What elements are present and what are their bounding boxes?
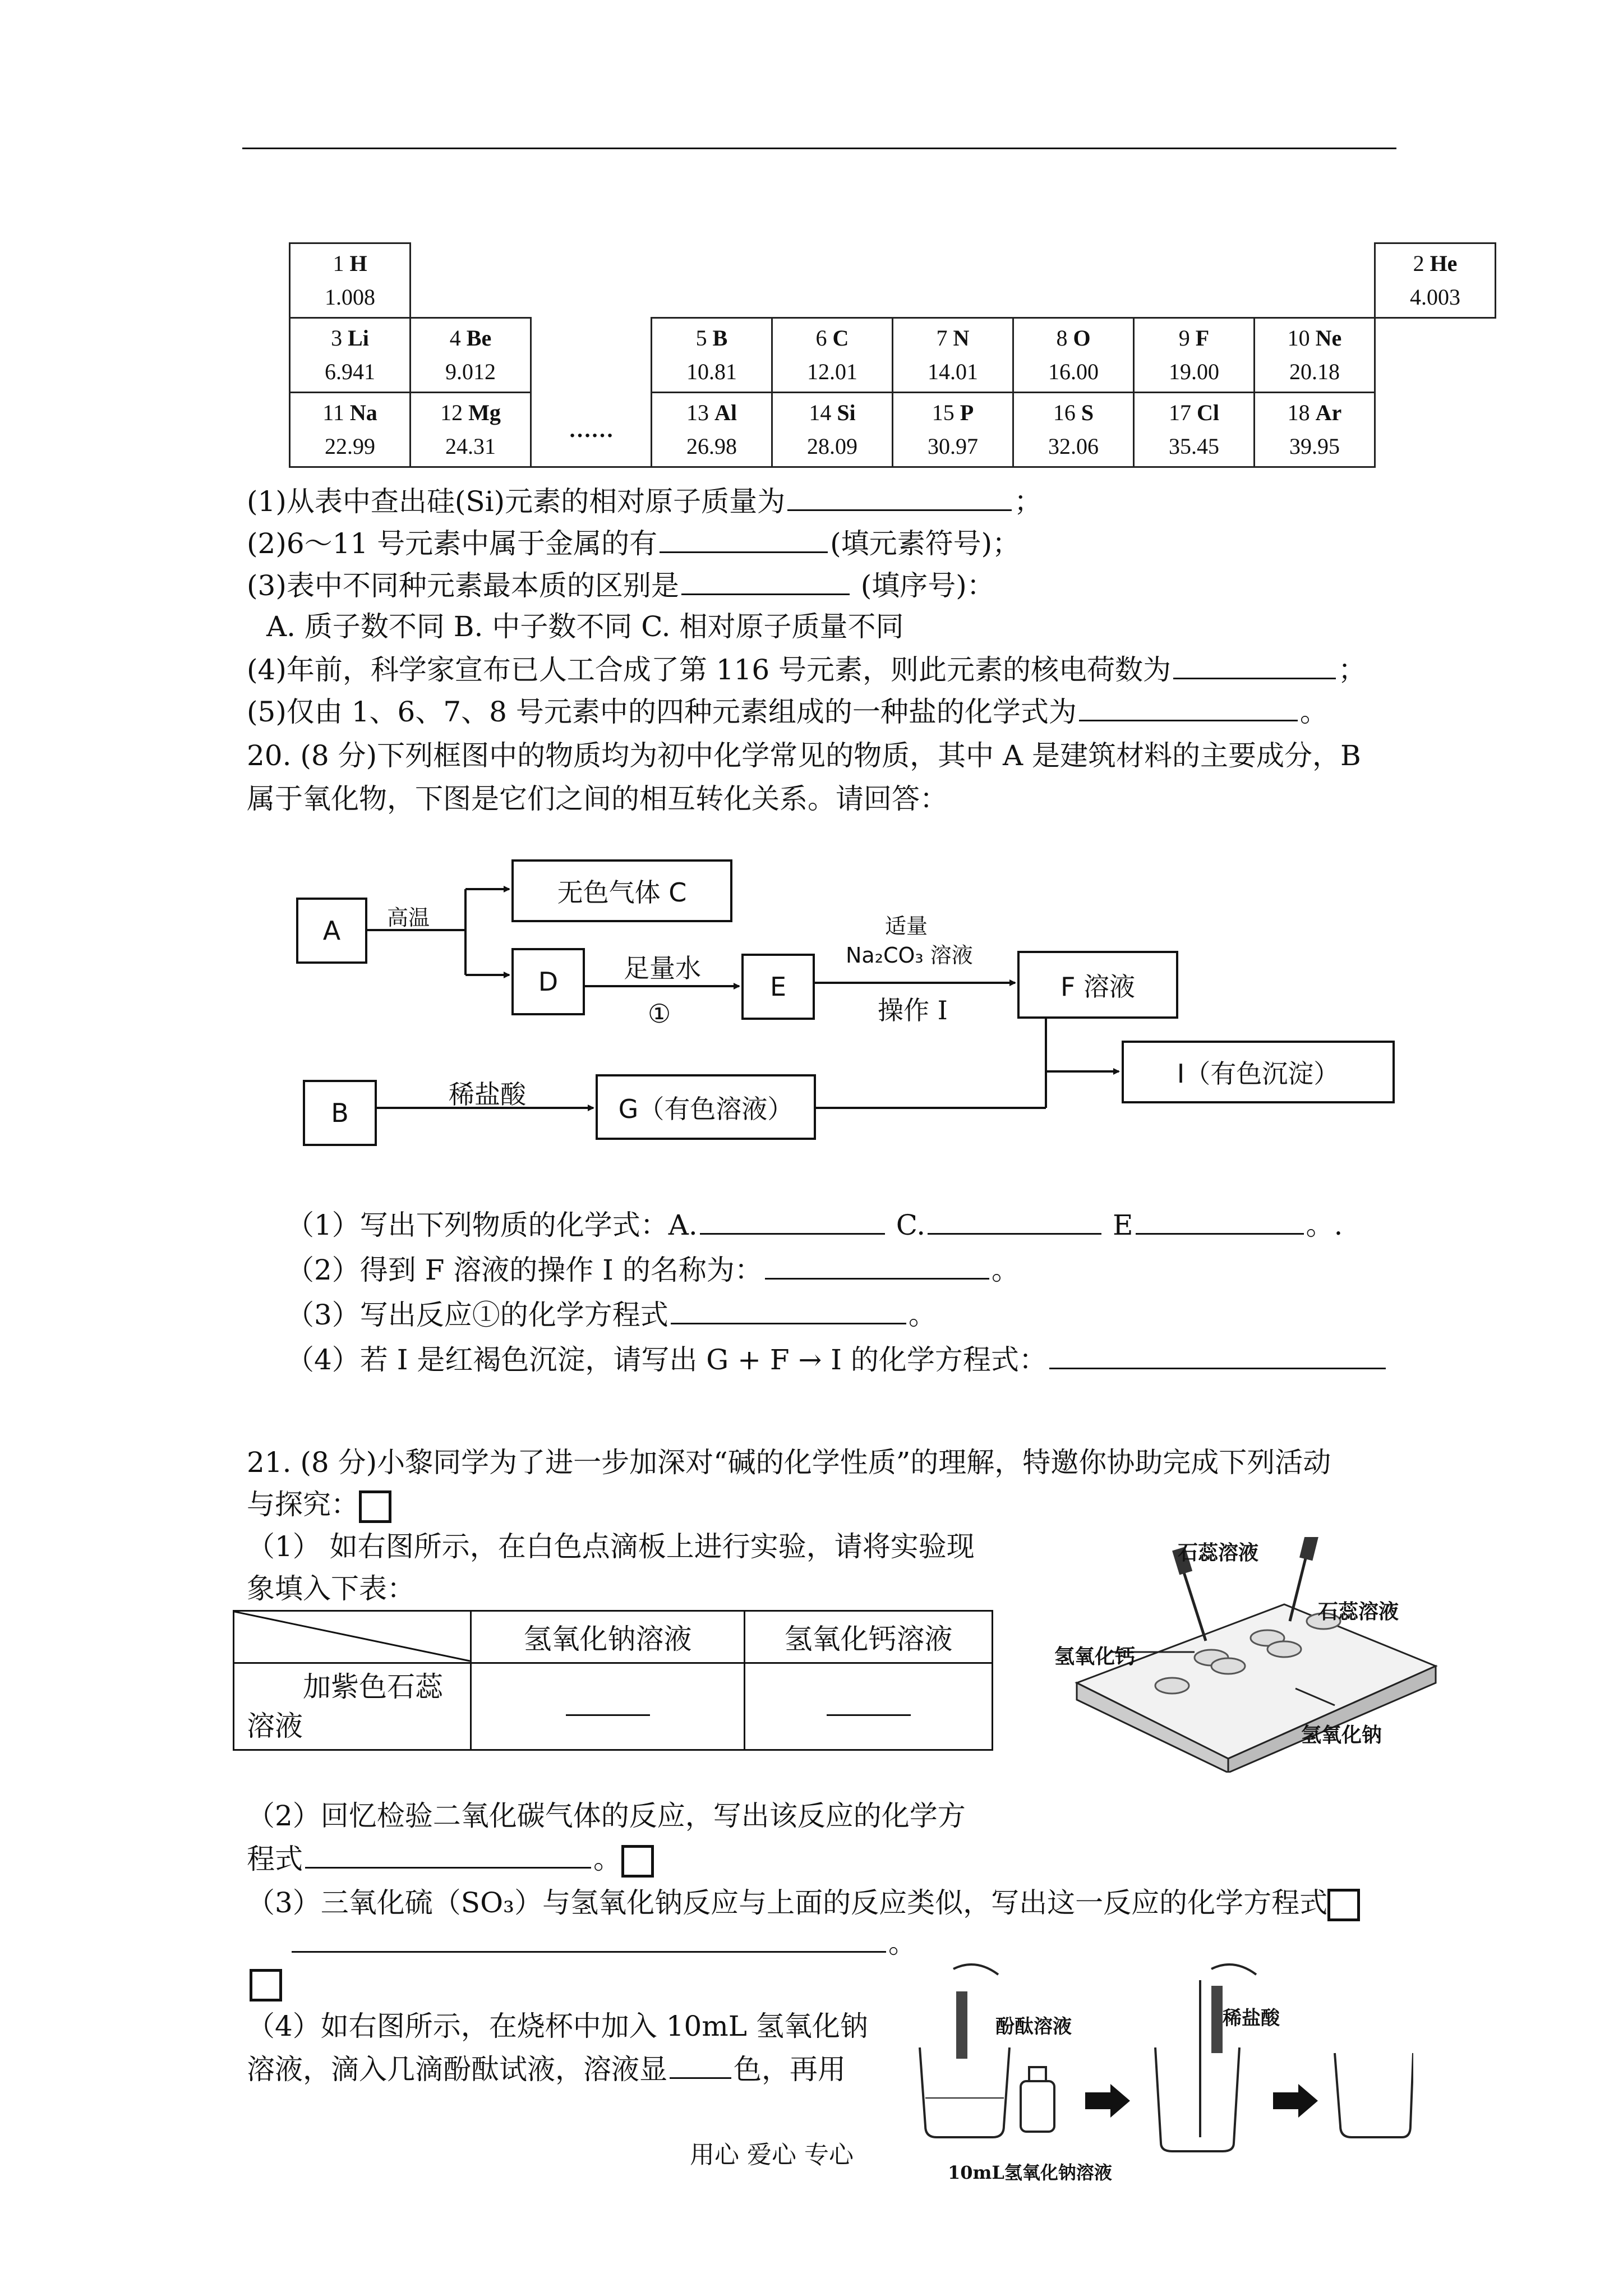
q19-part4: (4)年前，科学家宣布已人工合成了第 116 号元素，则此元素的核电荷数为 ； <box>247 651 1366 688</box>
q21-sub2-line1: （2）回忆检验二氧化碳气体的反应，写出该反应的化学方 <box>247 1800 966 1832</box>
label-hcl-fig: 稀盐酸 <box>1223 2007 1280 2030</box>
element-cell: 13 Al 26.98 <box>652 393 772 467</box>
answer-blank[interactable] <box>1136 1206 1304 1235</box>
label-fenzhi: 酚酞溶液 <box>995 2016 1072 2038</box>
element-cell: 6 C 12.01 <box>772 318 893 393</box>
label-na2co3: Na₂CO₃ 溶液 <box>846 943 973 968</box>
answer-blank[interactable] <box>1049 1341 1386 1369</box>
titration-figure <box>909 1958 1413 2160</box>
q20-sub1: （1）写出下列物质的化学式：A. C. E 。. <box>286 1206 1343 1243</box>
node-c: 无色气体 C <box>511 859 732 922</box>
label-naoh-10ml: 10mL氢氧化钠溶液 <box>948 2162 1112 2183</box>
label-caozuo: 操作 I <box>878 995 948 1025</box>
q19-part5: (5)仅由 1、6、7、8 号元素中的四种元素组成的一种盐的化学式为 。 <box>247 693 1328 730</box>
q20-sub2: （2）得到 F 溶液的操作 I 的名称为： 。 <box>286 1251 1020 1288</box>
element-cell: 1 H 1.008 <box>290 243 411 318</box>
node-f: F 溶液 <box>1017 951 1178 1019</box>
diagonal-header-cell <box>234 1611 471 1663</box>
q21-sub1-line2: 象填入下表： <box>247 1572 415 1605</box>
element-cell: 2 He 4.003 <box>1375 243 1496 318</box>
score-box-q21-3[interactable] <box>250 1969 282 2001</box>
q20-sub4: （4）若 I 是红褐色沉淀，请写出 G + F → I 的化学方程式： <box>286 1341 1388 1378</box>
score-box[interactable] <box>359 1490 391 1523</box>
answer-blank[interactable] <box>305 1840 591 1869</box>
node-i: I（有色沉淀） <box>1122 1041 1395 1103</box>
element-cell: 3 Li 6.941 <box>290 318 411 393</box>
col-header-caoh: 氢氧化钙溶液 <box>745 1611 993 1663</box>
element-cell: 4 Be 9.012 <box>411 318 531 393</box>
element-cell: 12 Mg 24.31 <box>411 393 531 467</box>
q21-intro-line2: 与探究： <box>247 1487 391 1523</box>
score-box[interactable] <box>1327 1889 1360 1921</box>
q19-part2: (2)6～11 号元素中属于金属的有 (填元素符号)； <box>247 524 1020 562</box>
element-cell: 15 P 30.97 <box>893 393 1013 467</box>
answer-blank[interactable] <box>292 1924 886 1953</box>
q20-sub3: （3）写出反应①的化学方程式 。 <box>286 1296 937 1333</box>
node-a: A <box>296 898 367 964</box>
answer-cell-caoh[interactable] <box>745 1663 993 1750</box>
label-gaowen: 高温 <box>387 905 430 930</box>
col-header-naoh: 氢氧化钠溶液 <box>471 1611 745 1663</box>
q20-intro-line1: 20. (8 分)下列框图中的物质均为初中化学常见的物质，其中 A 是建筑材料的主要成分，B <box>247 739 1361 772</box>
answer-blank[interactable] <box>765 1251 989 1280</box>
q21-sub1-line1: （1） 如右图所示，在白色点滴板上进行实验，请将实验现 <box>247 1530 975 1563</box>
label-shirui-1: 石蕊溶液 <box>1178 1541 1259 1565</box>
q21-sub4-line2: 溶液，滴入几滴酚酞试液，溶液显 色，再用 <box>247 2050 846 2087</box>
q21-sub3-line1: （3）三氧化硫（SO₃）与氢氧化钠反应与上面的反应类似，写出这一反应的化学方程式 <box>247 1885 1360 1921</box>
element-cell: 5 B 10.81 <box>652 318 772 393</box>
experiment-table <box>233 1610 993 1751</box>
answer-blank[interactable] <box>671 1296 906 1324</box>
q21-sub2-line2: 程式 。 <box>247 1840 654 1878</box>
label-shirui-2: 石蕊溶液 <box>1318 1600 1399 1623</box>
element-cell: 7 N 14.01 <box>893 318 1013 393</box>
label-naoh: 氢氧化钠 <box>1301 1723 1382 1747</box>
ellipsis: …… <box>531 393 652 467</box>
label-hcl: 稀盐酸 <box>449 1079 526 1110</box>
footer: 用心 爱心 专心 <box>690 2141 854 2169</box>
label-circle-1: ① <box>648 999 671 1029</box>
score-box[interactable] <box>621 1845 654 1878</box>
element-cell: 9 F 19.00 <box>1134 318 1255 393</box>
element-cell: 14 Si 28.09 <box>772 393 893 467</box>
element-cell: 18 Ar 39.95 <box>1255 393 1375 467</box>
node-g: G（有色溶液） <box>596 1074 816 1140</box>
answer-blank[interactable] <box>700 1206 885 1235</box>
element-cell: 16 S 32.06 <box>1013 393 1134 467</box>
node-b: B <box>303 1080 377 1146</box>
label-water: 足量水 <box>624 953 701 983</box>
q21-sub4-line1: （4）如右图所示，在烧杯中加入 10mL 氢氧化钠 <box>247 2010 868 2042</box>
label-shiliang: 适量 <box>885 914 928 938</box>
row-header: 加紫色石蕊 溶液 <box>234 1663 471 1750</box>
q20-intro-line2: 属于氧化物，下图是它们之间的相互转化关系。请回答： <box>247 783 948 815</box>
answer-cell-naoh[interactable] <box>471 1663 745 1750</box>
answer-blank[interactable] <box>928 1206 1101 1235</box>
q21-sub3-line2: 。 <box>247 1924 916 1961</box>
q19-part3-options: A. 质子数不同 B. 中子数不同 C. 相对原子质量不同 <box>266 610 904 643</box>
label-caoh: 氢氧化钙 <box>1054 1645 1136 1668</box>
element-cell: 11 Na 22.99 <box>290 393 411 467</box>
q21-intro-line1: 21. (8 分)小黎同学为了进一步加深对“碱的化学性质”的理解，特邀你协助完成下列活动 <box>247 1446 1331 1479</box>
q19-part1: (1)从表中查出硅(Si)元素的相对原子质量为 ； <box>247 482 1042 519</box>
node-e: E <box>741 954 815 1020</box>
element-cell: 17 Cl 35.45 <box>1134 393 1255 467</box>
node-d: D <box>511 948 585 1015</box>
element-cell: 8 O 16.00 <box>1013 318 1134 393</box>
element-cell: 10 Ne 20.18 <box>1255 318 1375 393</box>
answer-blank[interactable] <box>670 2050 731 2079</box>
q19-part3: (3)表中不同种元素最本质的区别是 (填序号)： <box>247 567 995 604</box>
